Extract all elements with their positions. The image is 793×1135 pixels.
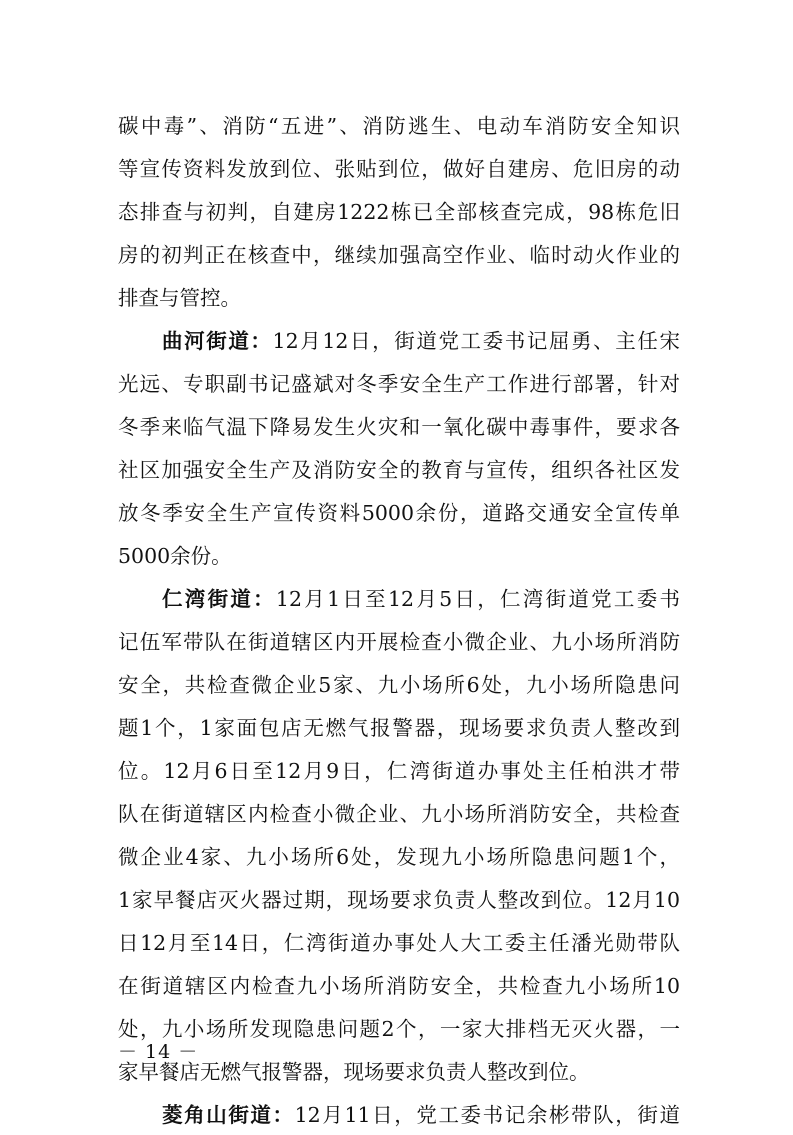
text-span: 12月12日，街道党工委书记屈勇、主任宋 <box>272 329 681 353</box>
text-line: 1家早餐店灭火器过期，现场要求负责人整改到位。12月10 <box>118 888 680 912</box>
text-line: 安全，共检查微企业5家、九小场所6处，九小场所隐患问 <box>118 673 680 697</box>
text-line: 光远、专职副书记盛斌对冬季安全生产工作进行部署，针对 <box>118 372 680 396</box>
text-line: 房的初判正在核查中，继续加强高空作业、临时动火作业的 <box>118 243 680 267</box>
text-span: 12月11日，党工委书记余彬带队，街道 <box>294 1103 681 1127</box>
text-line: 位。12月6日至12月9日，仁湾街道办事处主任柏洪才带 <box>118 759 680 783</box>
paragraph-first-line <box>118 579 680 619</box>
text-line: 5000余份。 <box>118 544 232 568</box>
text-line: 放冬季安全生产宣传资料5000余份，道路交通安全宣传单 <box>118 501 680 525</box>
paragraph-first-line <box>118 321 680 361</box>
text-line: 排查与管控。 <box>118 286 241 310</box>
text-line: 碳中毒”、消防“五进”、消防逃生、电动车消防安全知识 <box>118 114 680 138</box>
text-line: 态排查与初判，自建房1222栋已全部核查完成，98栋危旧 <box>118 200 680 224</box>
text-span: 12月1日至12月5日，仁湾街道党工委书 <box>275 587 680 611</box>
text-line: 冬季来临气温下降易发生火灾和一氧化碳中毒事件，要求各 <box>118 415 680 439</box>
paragraph-heading: 仁湾街道： <box>162 587 276 611</box>
paragraph-heading: 曲河街道： <box>162 329 273 353</box>
paragraph-heading: 菱角山街道： <box>162 1103 295 1127</box>
text-line: 队在街道辖区内检查小微企业、九小场所消防安全，共检查 <box>118 802 680 826</box>
text-line: 微企业4家、九小场所6处，发现九小场所隐患问题1个， <box>118 845 680 869</box>
page-number: － 14 － <box>118 1041 199 1063</box>
text-line: 处，九小场所发现隐患问题2个，一家大排档无灭火器，一 <box>118 1017 680 1041</box>
paragraph-first-line <box>118 1095 680 1135</box>
text-line: 日12月至14日，仁湾街道办事处人大工委主任潘光勋带队 <box>118 931 680 955</box>
text-line: 记伍军带队在街道辖区内开展检查小微企业、九小场所消防 <box>118 630 680 654</box>
text-line: 等宣传资料发放到位、张贴到位，做好自建房、危旧房的动 <box>118 157 680 181</box>
text-line: 在街道辖区内检查九小场所消防安全，共检查九小场所10 <box>118 974 680 998</box>
text-line: 家早餐店无燃气报警器，现场要求负责人整改到位。 <box>118 1060 590 1084</box>
text-line: 题1个，1家面包店无燃气报警器，现场要求负责人整改到 <box>118 716 680 740</box>
text-line: 社区加强安全生产及消防安全的教育与宣传，组织各社区发 <box>118 458 680 482</box>
